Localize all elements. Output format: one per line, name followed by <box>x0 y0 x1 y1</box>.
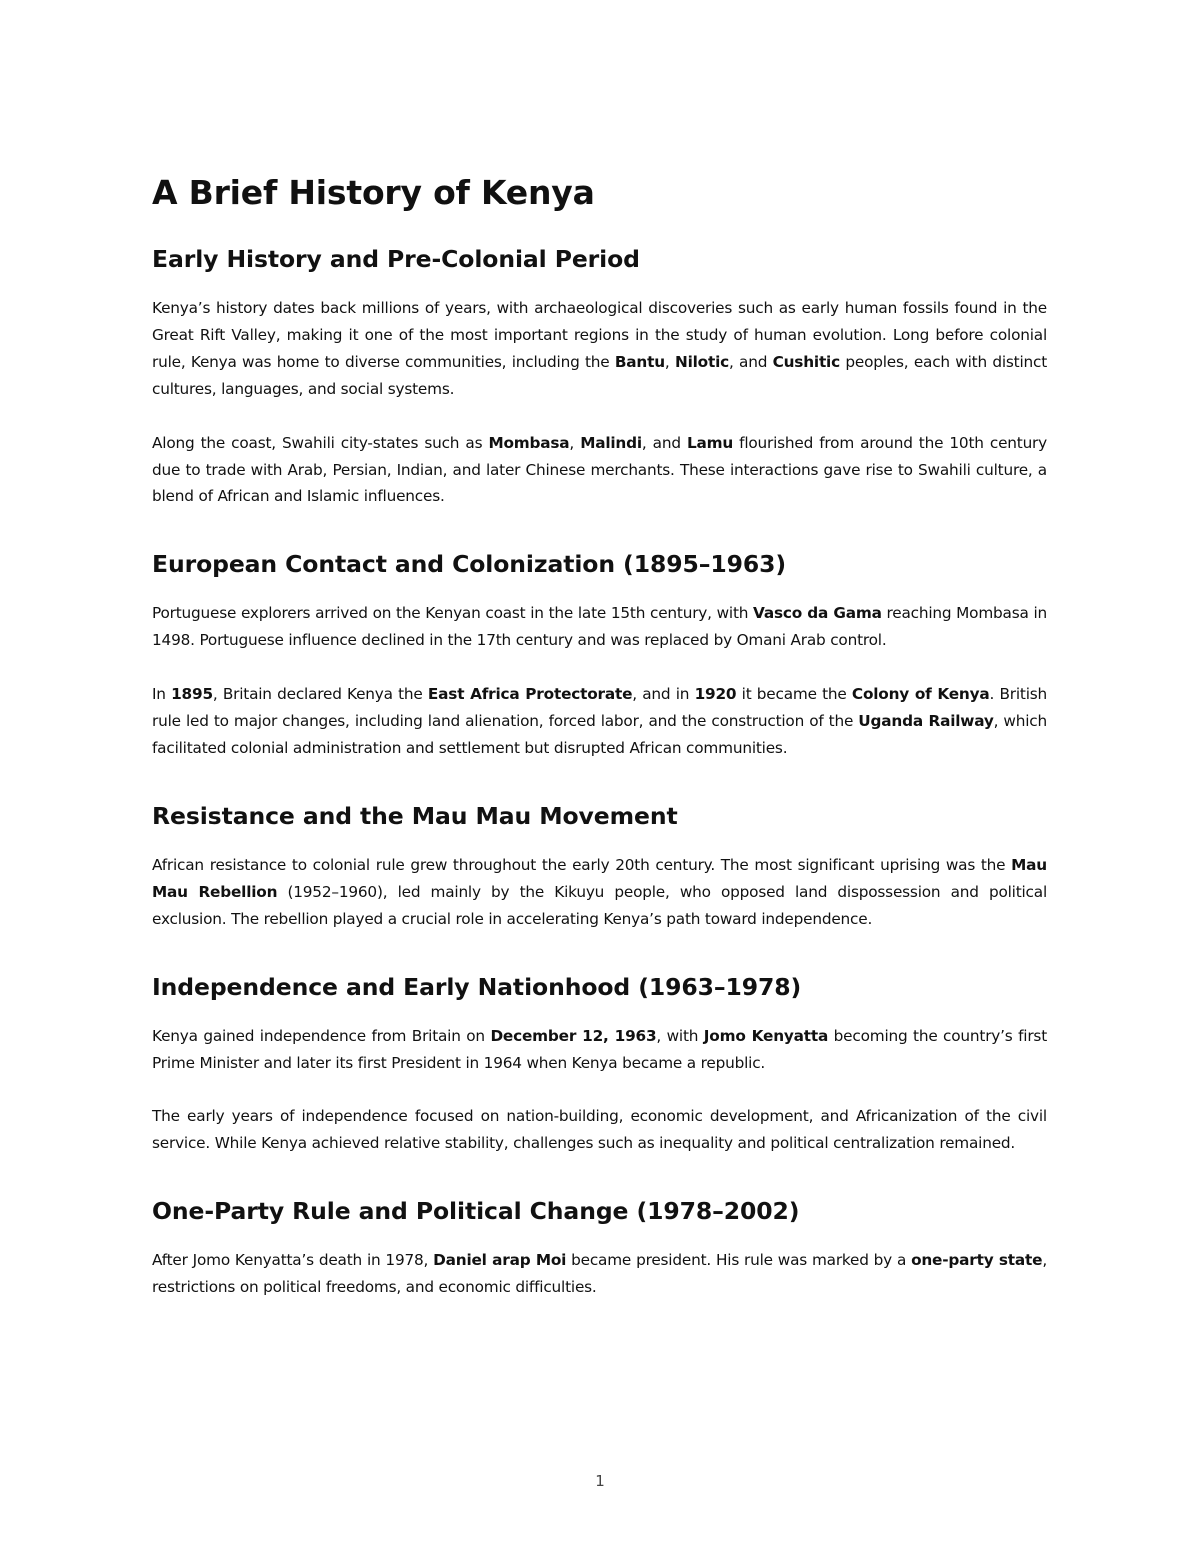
text-run: , which facilitated colonial administration and settlement but disrupted African communities. <box>152 712 1047 757</box>
text-run: became president. His rule was marked by a <box>566 1251 912 1270</box>
text-run: African resistance to colonial rule grew throughout the early 20th century. The most significant uprising was the <box>152 855 1012 874</box>
text-run: , Britain declared Kenya the <box>212 685 428 704</box>
body-paragraph <box>152 295 1047 403</box>
text-run: , <box>569 433 581 452</box>
bold-text-run: Mau Mau Rebellion <box>152 855 1047 901</box>
section-heading: European Contact and Colonization (1895–1963) <box>152 550 786 579</box>
body-paragraph <box>152 1247 1047 1301</box>
bold-text-run: East Africa Protectorate <box>427 685 633 704</box>
body-paragraph <box>152 1023 1047 1077</box>
bold-text-run: Cushitic <box>772 352 840 371</box>
bold-text-run: Daniel arap Moi <box>433 1251 567 1270</box>
text-run: , and <box>641 433 687 452</box>
text-run: it became the <box>736 685 852 704</box>
text-run: The early years of independence focused on nation-building, economic development, and Africanization of the civil service. While Kenya achieved relative stability, challenges such as inequality and political centralization remained. <box>152 1107 1047 1153</box>
bold-text-run: Vasco da Gama <box>753 604 882 623</box>
text-run: , and <box>729 352 773 371</box>
text-run: peoples, each with distinct cultures, languages, and social systems. <box>152 352 1047 398</box>
document-page <box>152 168 1047 1301</box>
text-run: flourished from around the 10th century due to trade with Arab, Persian, Indian, and later Chinese merchants. These interactions gave rise to Swahili culture, a blend of African and Islamic influences. <box>152 433 1048 506</box>
document-title: A Brief History of Kenya <box>152 173 595 212</box>
body-paragraph <box>152 1103 1047 1157</box>
bold-text-run: Malindi <box>580 433 642 452</box>
page-number: 1 <box>595 1472 605 1490</box>
text-run: becoming the country’s first Prime Minister and later its first President in 1964 when Kenya became a republic. <box>152 1026 1047 1072</box>
text-run: , with <box>656 1026 704 1045</box>
section-heading: Independence and Early Nationhood (1963–1978) <box>152 972 802 1001</box>
text-run: , and in <box>632 685 695 704</box>
body-paragraph <box>152 600 1047 654</box>
text-run: Portuguese explorers arrived on the Kenyan coast in the late 15th century, with <box>152 604 754 623</box>
text-run: . British rule led to major changes, including land alienation, forced labor, and the construction of the <box>152 685 1048 731</box>
section-heading: Resistance and the Mau Mau Movement <box>152 801 678 830</box>
text-run: reaching Mombasa in 1498. Portuguese influence declined in the 17th century and was replaced by Omani Arab control. <box>152 604 1047 650</box>
bold-text-run: December 12, 1963 <box>490 1026 657 1045</box>
text-run: Kenya’s history dates back millions of years, with archaeological discoveries such as early human fossils found in the Great Rift Valley, making it one of the most important regions in the study of human evolution. Long before colonial rule, Kenya was home to diverse communities, including the <box>152 299 1047 371</box>
bold-text-run: Bantu <box>614 352 665 371</box>
text-run: , restrictions on political freedoms, and economic difficulties. <box>152 1251 1047 1297</box>
text-run: Kenya gained independence from Britain on <box>152 1026 491 1045</box>
text-run: In <box>152 685 172 704</box>
text-run: After Jomo Kenyatta’s death in 1978, <box>152 1251 434 1270</box>
section-heading: One-Party Rule and Political Change (1978–2002) <box>152 1197 800 1226</box>
body-paragraph <box>152 681 1047 762</box>
text-run: (1952–1960), led mainly by the Kikuyu people, who opposed land dispossession and political exclusion. The rebellion played a crucial role in accelerating Kenya’s path toward independence. <box>152 882 1047 928</box>
text-run: Along the coast, Swahili city-states such as <box>152 433 489 452</box>
bold-text-run: Nilotic <box>674 352 729 371</box>
body-paragraph <box>152 852 1047 933</box>
bold-text-run: Lamu <box>686 433 734 452</box>
bold-text-run: 1895 <box>171 685 213 704</box>
bold-text-run: Uganda Railway <box>858 712 994 731</box>
bold-text-run: Mombasa <box>488 433 570 452</box>
bold-text-run: Colony of Kenya <box>851 685 990 704</box>
bold-text-run: 1920 <box>694 685 737 704</box>
text-run: , <box>664 352 675 371</box>
section-heading: Early History and Pre-Colonial Period <box>152 245 640 273</box>
bold-text-run: Jomo Kenyatta <box>703 1026 829 1045</box>
body-paragraph <box>152 430 1047 511</box>
bold-text-run: one-party state <box>911 1251 1043 1270</box>
